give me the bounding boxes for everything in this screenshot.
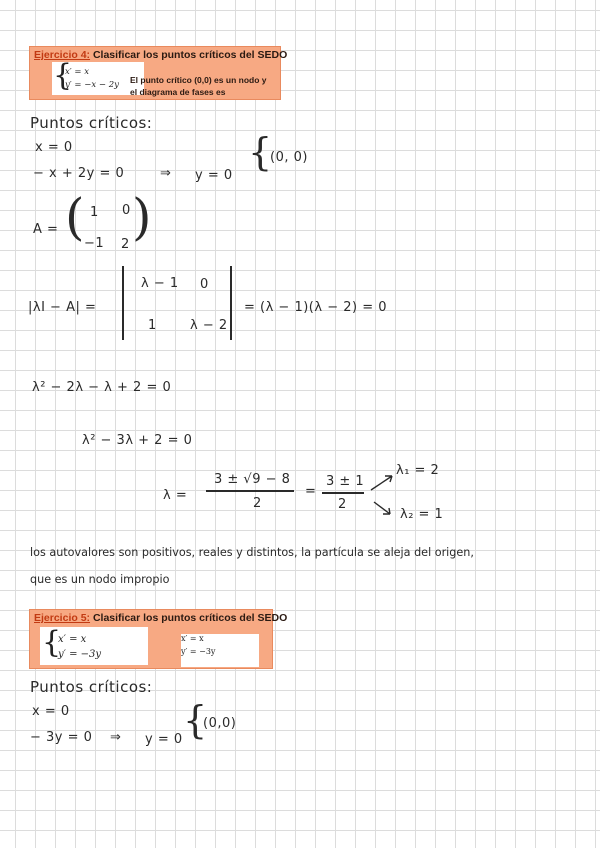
critical-point-5: (0,0) [203, 716, 237, 731]
conclusion-line-2: que es un nodo impropio [30, 573, 170, 586]
implies-arrow: ⇒ [160, 166, 172, 181]
exercise-4-label: Ejercicio 4: [34, 49, 91, 61]
equation-2: y′ = −x − 2y [65, 80, 119, 90]
equation-y-left: − x + 2y = 0 [33, 166, 125, 181]
determinant-result: = (λ − 1)(λ − 2) = 0 [244, 300, 387, 315]
equation-x-5: x = 0 [32, 704, 70, 719]
matrix-entry-22: 2 [121, 237, 130, 252]
implies-arrow-5: ⇒ [110, 730, 122, 745]
determinant-left-bar [122, 266, 124, 340]
equation-1: x′ = x [58, 634, 87, 645]
equation-y-left-5: − 3y = 0 [30, 730, 93, 745]
exercise-5-heading: Clasificar los puntos críticos del SEDO [90, 612, 288, 624]
equation-x: x = 0 [35, 140, 73, 155]
determinant-right-bar [230, 266, 232, 340]
equals-sign: = [305, 484, 317, 499]
determinant-entry-21: 1 [148, 318, 157, 333]
matrix-left-paren: ( [65, 188, 86, 246]
fraction-1-line [206, 490, 294, 492]
lower-arrow [374, 502, 390, 514]
determinant-label: |λI − A| = [28, 300, 97, 315]
determinant-entry-12: 0 [200, 277, 209, 292]
system-brace: { [42, 625, 62, 660]
exercise-5-side-panel [181, 634, 259, 667]
matrix-label: A = [33, 222, 59, 237]
critical-points-heading-5: Puntos críticos: [30, 678, 153, 696]
equation-y-right-5: y = 0 [145, 732, 183, 747]
exercise-5-system [40, 627, 148, 665]
exercise-5-label: Ejercicio 5: [34, 612, 91, 624]
equation-y-right: y = 0 [195, 168, 233, 183]
matrix-entry-21: −1 [84, 236, 105, 251]
critical-point: (0, 0) [270, 150, 308, 165]
conclusion-line-1: los autovalores son positivos, reales y distintos, la partícula se aleja del origen, [30, 546, 474, 559]
note-line-1: El punto crítico (0,0) es un nodo y [130, 75, 267, 85]
lambda-label: λ = [163, 488, 188, 503]
fraction-1-numerator: 3 ± √9 − 8 [214, 472, 291, 487]
exercise-4-note [130, 74, 280, 98]
upper-arrow [371, 476, 392, 490]
exercise-5-box [29, 609, 288, 669]
fraction-1-denominator: 2 [253, 496, 262, 511]
point-brace-5: { [183, 698, 208, 742]
fraction-2-numerator: 3 ± 1 [326, 474, 365, 489]
fraction-2-denominator: 2 [338, 497, 347, 512]
side-equation-1: x′ = x [181, 634, 204, 643]
exercise-4-heading: Clasificar los puntos críticos del SEDO [90, 49, 288, 61]
matrix-right-paren: ) [132, 188, 153, 246]
eigenvalue-1: λ₁ = 2 [396, 463, 440, 478]
critical-points-heading: Puntos críticos: [30, 114, 153, 132]
determinant-entry-22: λ − 2 [190, 318, 228, 333]
matrix-entry-12: 0 [122, 203, 131, 218]
point-brace: { [248, 130, 273, 174]
polynomial-simplified: λ² − 3λ + 2 = 0 [82, 433, 193, 448]
matrix-entry-11: 1 [90, 205, 99, 220]
eigenvalue-2: λ₂ = 1 [400, 507, 444, 522]
exercise-5-title [34, 612, 287, 624]
system-brace: { [53, 58, 73, 93]
side-equation-2: y′ = −3y [181, 647, 216, 656]
exercise-4-box [29, 46, 288, 100]
fraction-2-line [322, 492, 364, 494]
polynomial-expanded: λ² − 2λ − λ + 2 = 0 [32, 380, 172, 395]
determinant-entry-11: λ − 1 [141, 276, 179, 291]
equation-1: x′ = x [65, 67, 90, 77]
equation-2: y′ = −3y [58, 649, 102, 660]
note-line-2: el diagrama de fases es [130, 87, 226, 97]
